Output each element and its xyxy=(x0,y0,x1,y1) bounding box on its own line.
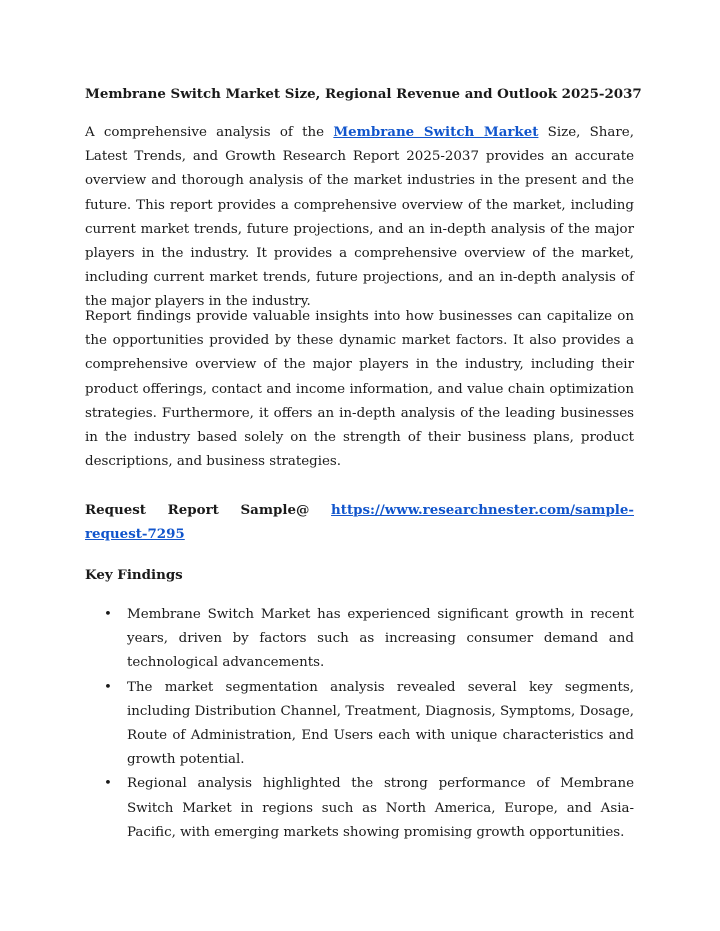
request-sample-line xyxy=(85,498,634,546)
list-item xyxy=(85,676,634,773)
list-item xyxy=(85,772,634,845)
report-word: Report xyxy=(167,502,219,518)
document-title: Membrane Switch Market Size, Regional Revenue and Outlook 2025-2037 xyxy=(85,86,642,102)
findings-paragraph: Report findings provide valuable insights into how businesses can capitalize on the opportunities provided by these dynamic market factors. It also provides a comprehensive overview of the major players in the industry, including their product offerings, contact and income information, and value chain optimization strategies. Furthermore, it offers an in-depth analysis of the leading businesses in the industry based solely on the strength of their business plans, product descriptions, and business strategies. xyxy=(85,309,634,470)
sample-request-link-part1[interactable]: https://www.researchnester.com/sample- xyxy=(331,502,634,518)
bullet-icon: • xyxy=(104,607,112,622)
finding-text: Regional analysis highlighted the strong performance of Membrane Switch Market in regions such as North America, Europe, and Asia-Pacific, with emerging markets showing promising growth opportunities. xyxy=(127,776,634,840)
membrane-switch-market-link[interactable]: Membrane Switch Market xyxy=(333,124,539,140)
finding-text: The market segmentation analysis revealed several key segments, including Distribution Channel, Treatment, Diagnosis, Symptoms, Dosage, Route of Administration, End Users each with unique characteristics and growth potential. xyxy=(127,679,634,768)
bullet-icon: • xyxy=(104,776,112,792)
sample-word: Sample@ xyxy=(240,502,310,518)
intro-text-after: Size, Share, Latest Trends, and Growth Research Report 2025-2037 provides an accurate overview and thorough analysis of the market industries in the present and the future. This report provides a comprehensive overview of the market, including current market trends, future projections, and an in-depth analysis of the major players in the industry. It provides a comprehensive overview of the market, including current market trends, future projections, and an in-depth analysis of the major players in the industry. xyxy=(85,125,634,310)
finding-text: Membrane Switch Market has experienced significant growth in recent years, driven by factors such as increasing consumer demand and technological advancements. xyxy=(127,607,634,671)
key-findings-heading: Key Findings xyxy=(85,567,183,583)
intro-text-before: A comprehensive analysis of the xyxy=(85,125,334,140)
request-word: Request xyxy=(85,502,146,518)
bullet-icon: • xyxy=(104,679,112,695)
list-item xyxy=(85,603,634,676)
sample-request-link-part2[interactable]: request-7295 xyxy=(85,526,185,543)
key-findings-list xyxy=(85,603,634,845)
intro-paragraph xyxy=(85,120,634,315)
